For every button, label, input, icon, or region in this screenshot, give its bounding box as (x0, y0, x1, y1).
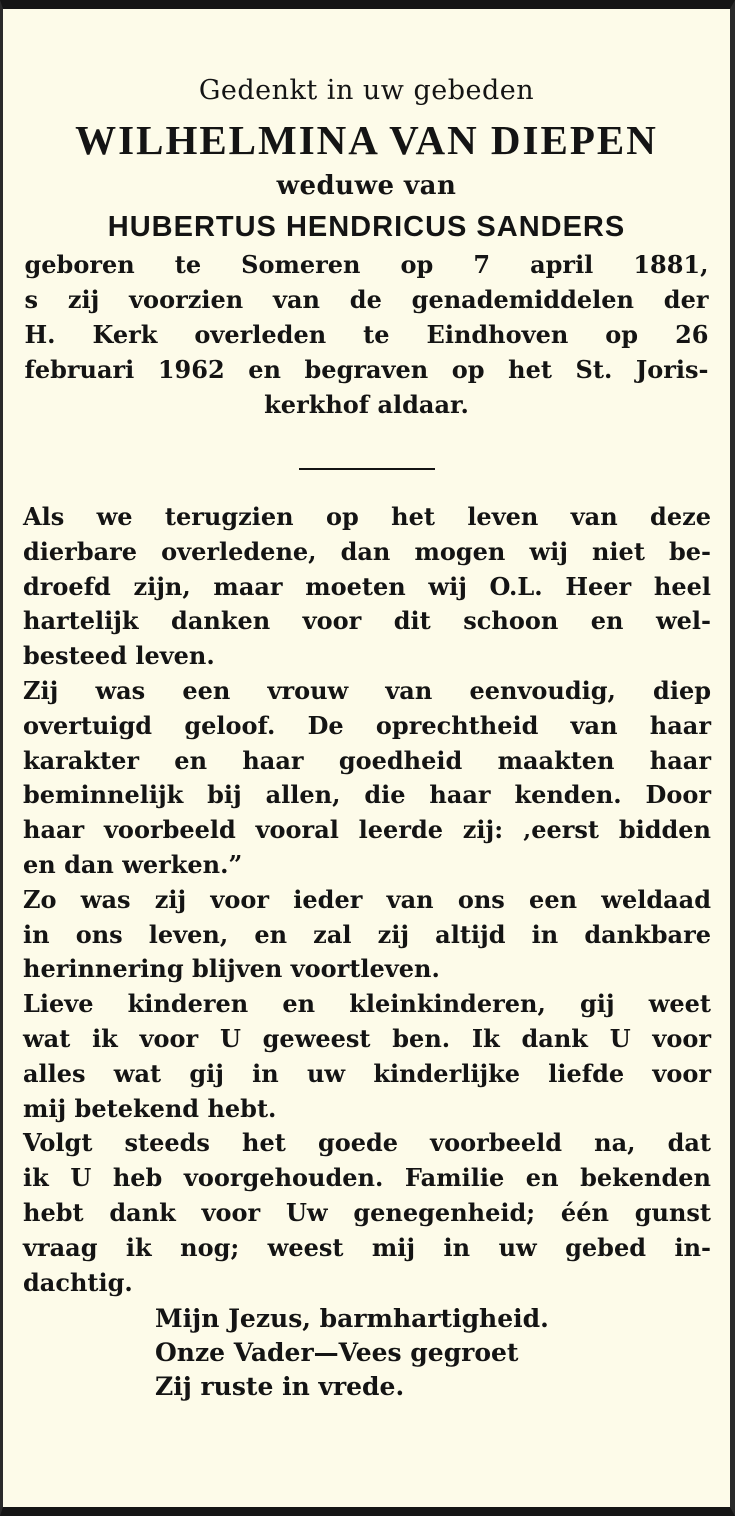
prayers (3, 1302, 730, 1404)
text-line: hebt dank voor Uw genegenheid; één gunst (23, 1197, 711, 1227)
text-line: dierbare overledene, dan mogen wij niet be- (23, 536, 711, 566)
bio-line: H. Kerk overleden te Eindhoven op 26 (24, 320, 709, 349)
text-line: ik U heb voorgehouden. Familie en bekenden (23, 1163, 711, 1193)
prayer-line: Mijn Jezus, barmhartigheid. (155, 1304, 549, 1334)
text-line: en dan werken.” (23, 849, 243, 879)
text-line: Volgt steeds het goede voorbeeld na, dat (23, 1128, 711, 1158)
card-body (3, 500, 711, 1300)
bio-line: geboren te Someren op 7 april 1881, (24, 250, 709, 279)
text-line: haar voorbeeld vooral leerde zij: ‚eerst bidden (23, 815, 711, 845)
bio-line: kerkhof aldaar. (264, 390, 469, 419)
text-line: Zij was een vrouw van eenvoudig, diep (23, 675, 711, 705)
paragraph (23, 987, 711, 1126)
text-line: mij betekend hebt. (23, 1093, 277, 1123)
paragraph (23, 1126, 711, 1300)
prayer-line: Zij ruste in vrede. (155, 1372, 405, 1402)
text-line: alles wat gij in uw kinderlijke liefde voor (23, 1058, 711, 1088)
text-line: vraag ik nog; weest mij in uw gebed in- (23, 1232, 711, 1262)
widow-of-label: weduwe van (276, 171, 457, 201)
bio-line: februari 1962 en begraven op het St. Joris- (24, 355, 709, 384)
text-line: in ons leven, en zal zij altijd in dankbare (23, 919, 711, 949)
husband-name: HUBERTUS HENDRICUS SANDERS (107, 211, 626, 243)
paragraph (23, 500, 711, 674)
prayer-line: Onze Vader—Vees gegroet (155, 1338, 519, 1368)
text-line: dachtig. (23, 1267, 133, 1297)
text-line: karakter en haar goedheid maakten haar (23, 745, 711, 775)
divider-rule (299, 468, 435, 470)
bio-line: s zij voorzien van de genademiddelen der (24, 285, 709, 314)
text-line: besteed leven. (23, 641, 215, 671)
text-line: Als we terugzien op het leven van deze (23, 502, 711, 531)
text-line: wat ik voor U geweest ben. Ik dank U voor (23, 1023, 711, 1053)
deceased-name: WILHELMINA VAN DIEPEN (75, 117, 658, 163)
intro-text: Gedenkt in uw gebeden (198, 75, 535, 106)
text-line: hartelijk danken voor dit schoon en wel- (23, 606, 711, 636)
paragraph (23, 674, 711, 883)
paragraph (23, 883, 711, 987)
card-header (3, 9, 730, 247)
text-line: beminnelijk bij allen, die haar kenden. Door (23, 780, 711, 810)
text-line: droefd zijn, maar moeten wij O.L. Heer heel (23, 571, 711, 601)
text-line: herinnering blijven voortleven. (23, 954, 440, 984)
text-line: Zo was zij voor ieder van ons een weldaad (23, 884, 711, 914)
biography (25, 247, 709, 422)
text-line: Lieve kinderen en kleinkinderen, gij weet (23, 989, 711, 1019)
text-line: overtuigd geloof. De oprechtheid van haar (23, 710, 711, 740)
